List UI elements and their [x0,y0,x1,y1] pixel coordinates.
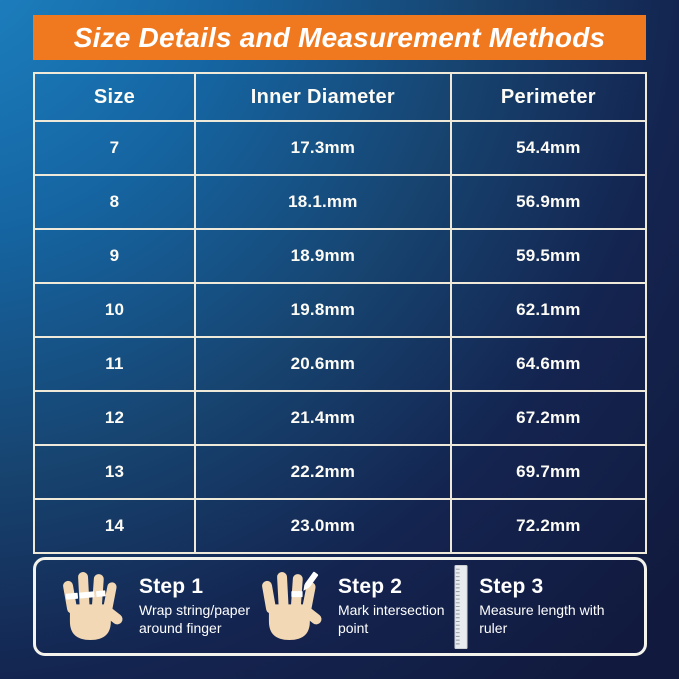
table-row [34,283,646,337]
column-header-inner-diameter: Inner Diameter [195,73,451,121]
inner-diameter-cell: 21.4mm [195,391,451,445]
inner-diameter-cell: 22.2mm [195,445,451,499]
step-title: Step 2 [337,575,403,599]
perimeter-cell: 72.2mm [451,499,646,553]
table-row [34,499,646,553]
size-cell: 14 [34,499,195,553]
inner-diameter-cell: 17.3mm [195,121,451,175]
size-cell: 8 [34,175,195,229]
table-row [34,391,646,445]
column-header-size: Size [34,73,195,121]
inner-diameter-cell: 20.6mm [195,337,451,391]
step-title: Step 3 [479,575,544,599]
inner-diameter-cell: 19.8mm [195,283,451,337]
hand-with-pencil-icon [261,567,327,647]
step-description: Mark intersection point [337,602,445,636]
size-cell: 12 [34,391,195,445]
table-row [34,121,646,175]
title-banner [33,15,646,60]
perimeter-cell: 59.5mm [451,229,646,283]
size-cell: 7 [34,121,195,175]
inner-diameter-cell: 23.0mm [195,499,451,553]
step-item-1 [62,567,261,647]
table-row [34,229,646,283]
ruler-icon [454,565,468,649]
column-header-perimeter: Perimeter [451,73,646,121]
step-description: Wrap string/paper around finger [139,602,251,636]
perimeter-cell: 67.2mm [451,391,646,445]
inner-diameter-cell: 18.1.mm [195,175,451,229]
measurement-steps-panel [33,557,647,656]
page-title: Size Details and Measurement Methods [73,21,606,53]
table-row [34,337,646,391]
size-cell: 11 [34,337,195,391]
size-table [33,72,647,554]
size-cell: 10 [34,283,195,337]
perimeter-cell: 64.6mm [451,337,646,391]
table-header-row [34,73,646,121]
step-item-3 [454,565,626,649]
table-row [34,175,646,229]
size-cell: 9 [34,229,195,283]
hand-with-string-icon [62,567,128,647]
size-cell: 13 [34,445,195,499]
table-row [34,445,646,499]
perimeter-cell: 69.7mm [451,445,646,499]
step-title: Step 1 [139,575,204,599]
perimeter-cell: 56.9mm [451,175,646,229]
inner-diameter-cell: 18.9mm [195,229,451,283]
step-description: Measure length with ruler [479,602,605,636]
perimeter-cell: 54.4mm [451,121,646,175]
step-item-2 [261,567,454,647]
perimeter-cell: 62.1mm [451,283,646,337]
